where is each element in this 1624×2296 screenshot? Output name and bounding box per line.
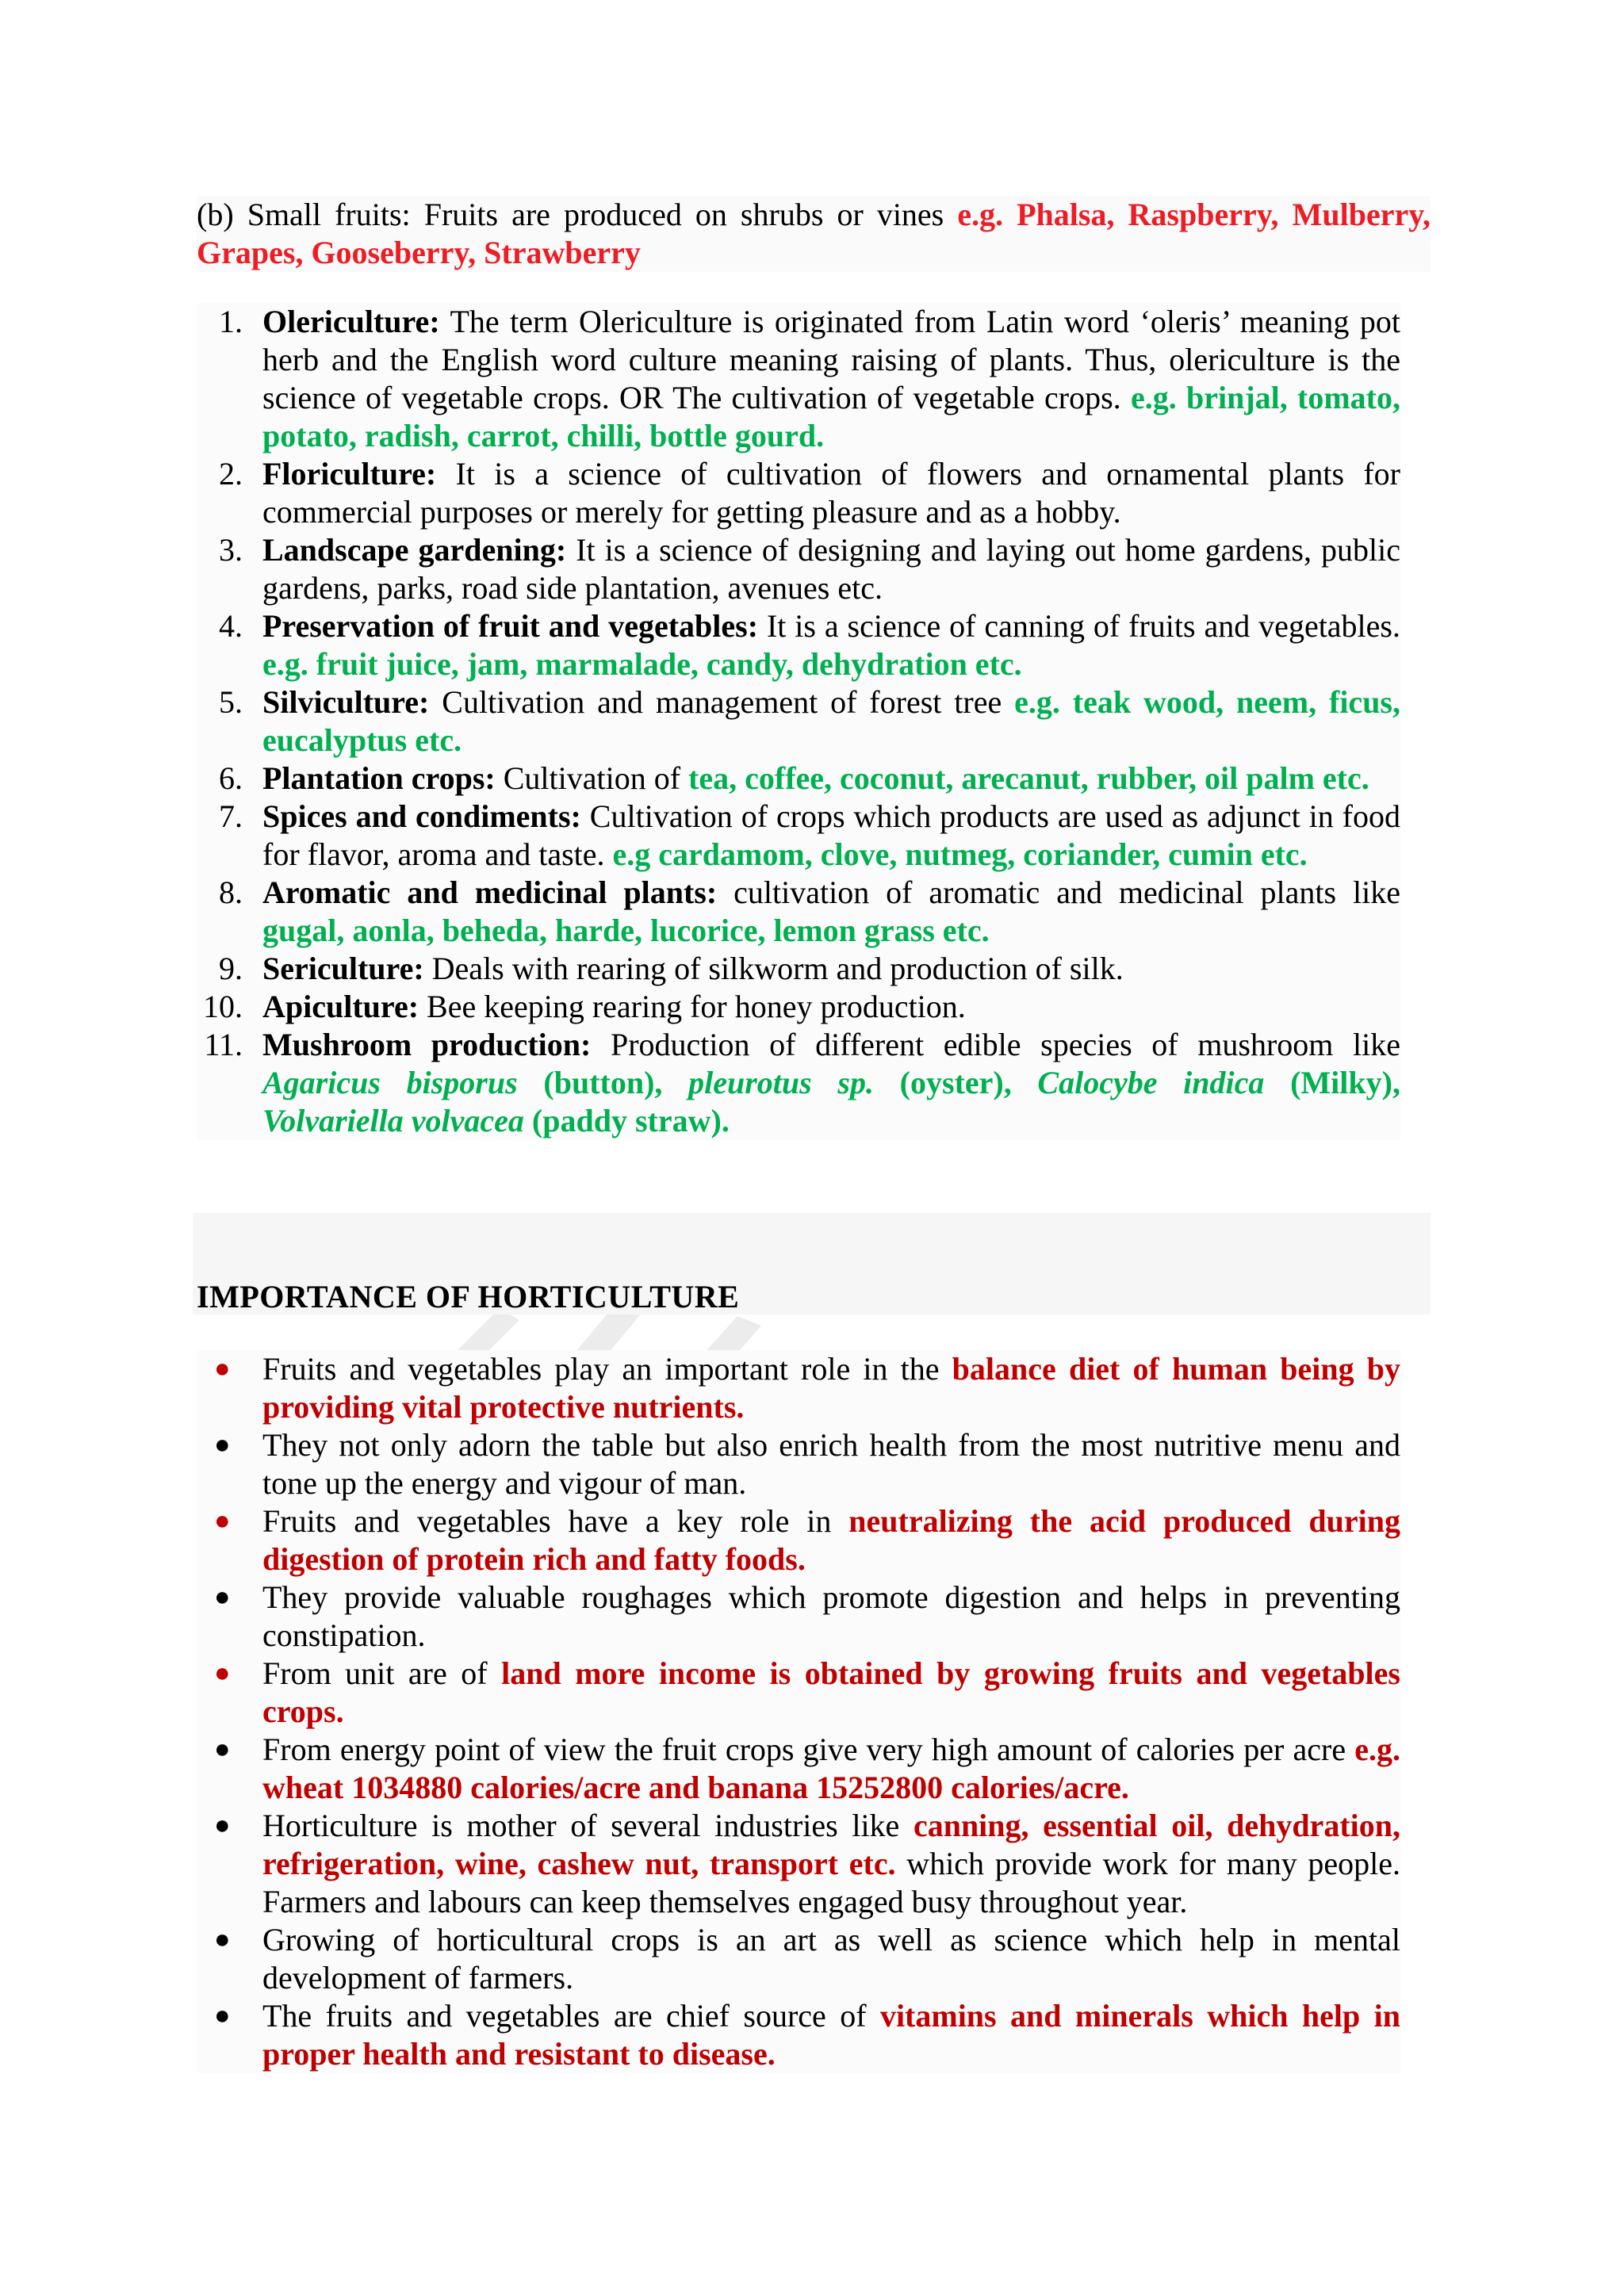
list-text: Cultivation of crops which products are used as adjunct in food for flavor, aroma and taste. [262,798,1401,872]
bullet-icon: ● [214,2001,231,2030]
list-examples: e.g cardamom, clove, nutmeg, coriander, cumin etc. [612,836,1308,872]
list-text: cultivation of aromatic and medicinal plants like [717,874,1401,910]
bullet-highlight: neutralizing the acid produced during digestion of protein rich and fatty foods. [262,1503,1400,1577]
small-fruits-text: (b) Small fruits: Fruits are produced on shrubs or vines [197,197,958,232]
bullet-icon: ● [214,1659,231,1688]
bullet-item [197,1731,1400,1807]
list-text: Deals with rearing of silkworm and production of silk. [423,951,1124,986]
bullet-text: They provide valuable roughages which promote digestion and helps in preventing constipation. [262,1579,1400,1653]
bullet-highlight: vitamins and minerals which help in proper health and resistant to disease. [262,1998,1400,2072]
list-examples: tea, coffee, coconut, arecanut, rubber, oil palm etc. [688,760,1369,796]
bullet-icon: ● [214,1925,231,1954]
list-item [197,303,1400,455]
list-text: Production of different edible species of mushroom like [591,1027,1401,1062]
bullet-highlight: canning, essential oil, dehydration, refrigeration, wine, cashew nut, transport etc. [262,1808,1400,1881]
list-term: Plantation crops: [262,760,496,796]
list-number: 3. [219,532,243,568]
list-item [197,683,1400,760]
section-heading: IMPORTANCE OF HORTICULTURE [197,1279,740,1314]
list-term: Mushroom production: [262,1027,592,1062]
list-number: 2. [219,456,243,492]
list-term: Preservation of fruit and vegetables: [262,608,759,644]
bullet-text: Horticulture is mother of several industries like [262,1808,914,1843]
species-volvariella: Volvariella volvacea [262,1103,524,1138]
species-calocybe: Calocybe indica [1037,1065,1265,1100]
bullet-text-after: which provide work for many people. Farmers and labours can keep themselves engaged busy throughout year. [262,1846,1400,1919]
bullet-item [197,1502,1400,1578]
list-term: Silviculture: [262,684,430,720]
list-term: Olericulture: [262,304,440,339]
species-note: (Milky), [1264,1065,1400,1100]
species-note: (oyster), [873,1065,1038,1100]
bullet-icon: ● [214,1735,231,1764]
list-item [197,798,1400,874]
bullet-item [197,1426,1400,1502]
species-pleurotus: pleurotus sp. [688,1065,874,1100]
bullet-text: From unit are of [262,1655,502,1691]
list-term: Floriculture: [262,456,437,492]
bullet-icon: ● [214,1811,231,1840]
list-text: It is a science of designing and laying out home gardens, public gardens, parks, road side plantation, avenues etc. [262,532,1400,606]
bullet-text: Growing of horticultural crops is an art as well as science which help in mental development of farmers. [262,1922,1400,1996]
list-number: 10. [203,989,243,1024]
list-term: Aromatic and medicinal plants: [262,874,718,910]
small-fruits-paragraph [197,196,1431,272]
bullet-text: Fruits and vegetables play an important role in the [262,1351,952,1387]
species-note: (paddy straw). [523,1103,730,1138]
list-number: 7. [219,798,243,834]
species-agaricus: Agaricus bisporus [262,1065,518,1100]
list-text: Cultivation and management of forest tree [429,684,1015,720]
list-text: Cultivation of [495,760,689,796]
horticulture-branches-list [197,303,1400,1140]
bullet-text: They not only adorn the table but also enrich health from the most nutritive menu and tone up the energy and vigour of man. [262,1427,1400,1501]
list-item [197,607,1400,683]
list-number: 4. [219,608,243,644]
list-number: 11. [204,1027,243,1062]
list-term: Landscape gardening: [262,532,567,568]
list-text: It is a science of cultivation of flowers and ornamental plants for commercial purposes or merely for getting pleasure and as a hobby. [262,456,1400,530]
bullet-item [197,1921,1400,1997]
list-term: Spices and condiments: [262,798,581,834]
list-number: 5. [219,684,243,720]
bullet-item [197,1578,1400,1655]
list-item [197,531,1400,607]
importance-bullet-list [197,1350,1400,2073]
list-number: 9. [219,951,243,986]
species-note: (button), [517,1065,689,1100]
list-term: Sericulture: [262,951,424,986]
list-text: Bee keeping rearing for honey production. [419,989,966,1024]
list-number: 6. [219,760,243,796]
bullet-text: Fruits and vegetables have a key role in [262,1503,849,1539]
bullet-item [197,1655,1400,1731]
list-examples: e.g. brinjal, tomato, potato, radish, carrot, chilli, bottle gourd. [262,380,1400,453]
bullet-text: The fruits and vegetables are chief source of [262,1998,880,2034]
bullet-highlight: e.g. wheat 1034880 calories/acre and banana 15252800 calories/acre. [262,1732,1400,1805]
list-examples: e.g. teak wood, neem, ficus, eucalyptus etc. [262,684,1401,758]
bullet-item [197,1350,1400,1426]
bullet-icon: ● [214,1506,231,1536]
list-text: It is a science of canning of fruits and vegetables. [758,608,1400,644]
bullet-highlight: land more income is obtained by growing fruits and vegetables crops. [262,1655,1400,1729]
bullet-item [197,1997,1400,2073]
list-number: 1. [219,304,243,339]
list-item [197,1026,1400,1140]
small-fruits-examples: e.g. Phalsa, Raspberry, Mulberry, Grapes, Gooseberry, Strawberry [197,197,1431,270]
list-item [197,988,1400,1026]
list-examples: e.g. fruit juice, jam, marmalade, candy, dehydration etc. [262,646,1022,682]
list-item [197,455,1400,531]
bullet-icon: ● [214,1354,231,1383]
list-term: Apiculture: [262,989,419,1024]
list-item [197,950,1400,988]
bullet-item [197,1807,1400,1921]
list-examples: gugal, aonla, beheda, harde, lucorice, lemon grass etc. [262,913,990,948]
bullet-text: From energy point of view the fruit crops give very high amount of calories per acre [262,1732,1355,1767]
list-item [197,760,1400,798]
bullet-icon: ● [214,1430,231,1460]
list-number: 8. [219,874,243,910]
bullet-icon: ● [214,1582,231,1612]
bullet-highlight: balance diet of human being by providing vital protective nutrients. [262,1351,1400,1425]
list-text: The term Olericulture is originated from Latin word ‘oleris’ meaning pot herb and the English word culture meaning raising of plants. Thus, olericulture is the science of vegetable crops. OR The cultivation of vegetable crops. [262,304,1400,415]
list-item [197,874,1400,950]
